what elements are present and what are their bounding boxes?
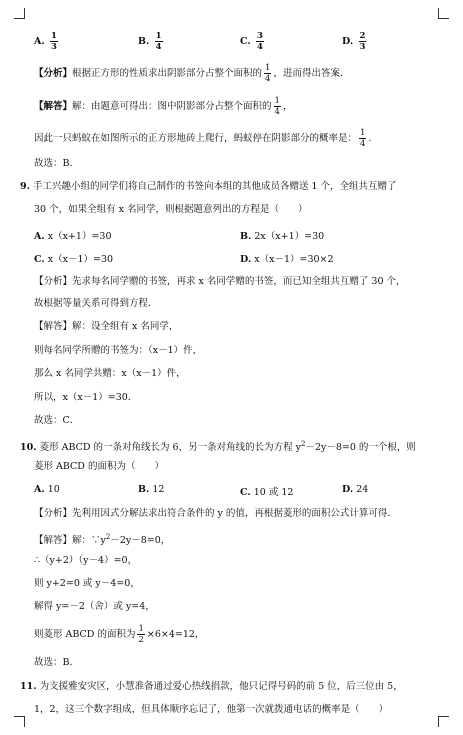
q9-stem-line1: 9. 手工兴趣小组的同学们将自己制作的书签向本组的其他成员各赠送 1 个，全组共互赠了	[20, 181, 397, 192]
q9-option-d: D. x（x－1）=30×2	[240, 254, 334, 265]
q10-analysis: 【分析】先利用因式分解法求出符合条件的 y 的值，再根据菱形的面积公式计算可得．	[34, 508, 397, 519]
q8-conclusion: 因此一只蚂蚁在如图所示的正方形地砖上爬行，蚂蚁停在阴影部分的概率是： $\frac{1}{4}$ ．	[34, 128, 378, 149]
crop-mark-bottom-right	[438, 716, 449, 727]
q10-option-c: C. 10 或 12	[240, 487, 294, 498]
q10-step-1: ∴（y+2）（y－4）=0，	[34, 555, 138, 566]
crop-mark-bottom-left	[14, 716, 25, 727]
q8-analysis: 【分析】根据正方形的性质求出阴影部分占整个面积的 $\frac{1}{4}$ ，进而得出答案．	[34, 63, 350, 84]
q11-stem-line2: 1，2，这三个数字组成，但具体顺序忘记了，他第一次就拨通电话的概率是（ ）	[34, 704, 389, 715]
q10-answer: 故选：B．	[34, 657, 79, 668]
q10-stem-line2: 菱形 ABCD 的面积为（ ）	[34, 461, 164, 472]
q10-step-3: 解得 y=－2（舍）或 y=4，	[34, 601, 155, 612]
q10-option-a: A. 10	[34, 484, 60, 495]
q9-analysis-line2: 故根据等量关系可得到方程．	[34, 298, 158, 309]
q8-option-c: C. $\frac{3}{4}$	[240, 31, 263, 52]
q10-option-b: B. 12	[138, 484, 165, 495]
q9-solution-line4: 所以，x（x－1）=30．	[34, 392, 138, 403]
q9-stem-line2: 30 个，如果全组有 x 名同学，则根据题意列出的方程是（ ）	[34, 204, 308, 215]
q9-option-a: A. x（x+1）=30	[34, 231, 112, 242]
q10-step-2: 则 y+2=0 或 y－4=0，	[34, 578, 140, 589]
q9-option-b: B. 2x（x+1）=30	[240, 231, 325, 242]
q11-stem-line1: 11. 为支援雅安灾区，小慧准备通过爱心热线捐款，他只记得号码的前 5 位，后三位由 5，	[20, 681, 403, 692]
q10-area: 则菱形 ABCD 的面积为 $\frac{1}{2}$ ×6×4=12，	[34, 624, 205, 645]
q8-option-a: A. $\frac{1}{3}$	[34, 31, 57, 52]
q9-analysis-line1: 【分析】先求每名同学赠的书签，再求 x 名同学赠的书签，而已知全组共互赠了 30 个，	[34, 276, 406, 287]
q9-solution-line3: 那么 x 名同学共赠：x（x－1）件，	[34, 368, 186, 379]
q8-option-b: B. $\frac{1}{4}$	[138, 31, 162, 52]
q10-solution-line1: 【解答】解：$\because y^2-2y-8=0$，	[34, 533, 171, 547]
q9-answer: 故选：C．	[34, 415, 80, 426]
q10-stem-line1: 10. 菱形 ABCD 的一条对角线长为 6，另一条对角线的长为方程 $y^2-2y-8=0$ 的一个根，则	[20, 440, 416, 454]
crop-mark-top-left	[14, 8, 25, 19]
q10-option-d: D. 24	[342, 484, 369, 495]
q8-option-d: D. $\frac{2}{3}$	[342, 31, 366, 52]
q9-solution-line2: 则每名同学所赠的书签为：（x－1）件，	[34, 345, 203, 356]
crop-mark-top-right	[438, 8, 449, 19]
q8-answer: 故选：B．	[34, 158, 79, 169]
q9-solution-line1: 【解答】解：设全组有 x 名同学，	[34, 321, 179, 332]
q9-option-c: C. x（x－1）=30	[34, 254, 114, 265]
q8-solution: 【解答】解：由题意可得出：图中阴影部分占整个面积的 $\frac{1}{4}$ ，	[34, 96, 293, 117]
